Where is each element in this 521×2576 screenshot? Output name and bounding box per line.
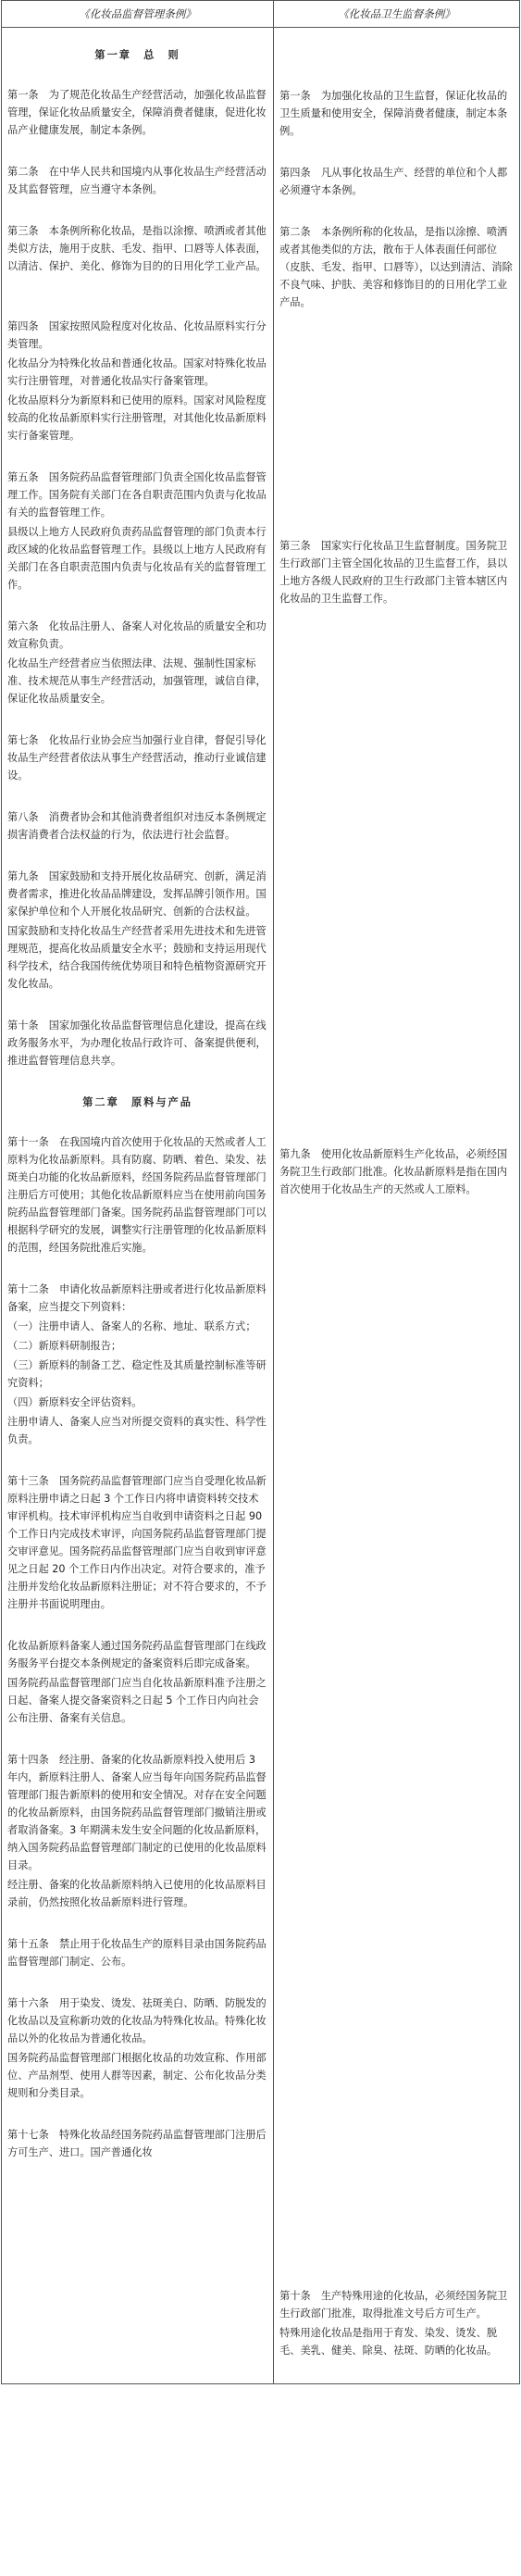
old-article-1: 第一条 为加强化妆品的卫生监督，保证化妆品的卫生质量和使用安全，保障消费者健康，制定本条例。: [279, 90, 508, 137]
header-row: [2, 1, 520, 28]
article-14-para-1: 第十四条 经注册、备案的化妆品新原料投入使用后 3 年内，新原料注册人、备案人应当每年向国务院药品监督管理部门报告新原料的使用和安全情况。对存在安全问题的化妆品新原料，由国务院药品监督管理部门撤销注册或者取消备案。3 年期满未发生安全问题的化妆品新原料，纳入国务院药品监督管理部门制定的已使用的化妆品原料目录。: [7, 1754, 267, 1871]
left-column-header: 《化妆品监督管理条例》: [2, 1, 274, 28]
right-column: [274, 28, 520, 2384]
article-5-para-2: 县级以上地方人民政府负责药品监督管理的部门负责本行政区域的化妆品监督管理工作。县级以上地方人民政府有关部门在各自职责范围内负责与化妆品有关的监督管理工作。: [7, 526, 267, 591]
article-12-para-2: 注册申请人、备案人应当对所提交资料的真实性、科学性负责。: [7, 1416, 267, 1445]
article-12-item-3: （三）新原料的制备工艺、稳定性及其质量控制标准等研究资料；: [7, 1359, 267, 1389]
old-article-3: 第三条 国家实行化妆品卫生监督制度。国务院卫生行政部门主管全国化妆品的卫生监督工作，县以上地方各级人民政府的卫生行政部门主管本辖区内化妆品的卫生监督工作。: [279, 540, 508, 605]
article-16-para-1: 第十六条 用于染发、烫发、祛斑美白、防晒、防脱发的化妆品以及宣称新功效的化妆品为特殊化妆品。特殊化妆品以外的化妆品为普通化妆品。: [7, 1997, 267, 2045]
left-column: [2, 28, 274, 2384]
article-13-para-3: 国务院药品监督管理部门应当自化妆品新原料准予注册之日起、备案人提交备案资料之日起 5 个工作日内向社会公布注册、备案有关信息。: [7, 1677, 267, 1724]
article-9-para-2: 国家鼓励和支持化妆品生产经营者采用先进技术和先进管理规范，提高化妆品质量安全水平；鼓励和支持运用现代科学技术，结合我国传统优势项目和特色植物资源研究开发化妆品。: [7, 925, 267, 990]
chapter-heading: 第一章 总 则: [94, 49, 180, 61]
article-12-para-1: 第十二条 申请化妆品新原料注册或者进行化妆品新原料备案，应当提交下列资料：: [7, 1283, 267, 1313]
article-14-para-2: 经注册、备案的化妆品新原料纳入已使用的化妆品原料目录前，仍然按照化妆品新原料进行管理。: [7, 1879, 267, 1908]
article-8: 第八条 消费者协会和其他消费者组织对违反本条例规定损害消费者合法权益的行为，依法进行社会监督。: [7, 811, 267, 841]
old-article-9: 第九条 使用化妆品新原料生产化妆品，必须经国务院卫生行政部门批准。化妆品新原料是指在国内首次使用于化妆品生产的天然或人工原料。: [279, 1148, 508, 1195]
old-article-2: 第二条 本条例所称的化妆品，是指以涂擦、喷洒或者其他类似的方法，散布于人体表面任何部位（皮肤、毛发、指甲、口唇等），以达到清洁、消除不良气味、护肤、美容和修饰目的的日用化学工业产品。: [279, 226, 513, 308]
chapter-heading: 第二章 原料与产品: [82, 1096, 192, 1108]
article-13-para-2: 化妆品新原料备案人通过国务院药品监督管理部门在线政务服务平台提交本条例规定的备案资料后即完成备案。: [7, 1640, 267, 1669]
article-11: 第十一条 在我国境内首次使用于化妆品的天然或者人工原料为化妆品新原料。具有防腐、防晒、着色、染发、祛斑美白功能的化妆品新原料，经国务院药品监督管理部门注册后方可使用；其他化妆品新原料应当在使用前向国务院药品监督管理部门备案。国务院药品监督管理部门可以根据科学研究的发展，调整实行注册管理的化妆品新原料的范围，经国务院批准后实施。: [7, 1136, 267, 1254]
article-4-para-1: 第四条 国家按照风险程度对化妆品、化妆品原料实行分类管理。: [7, 320, 267, 350]
article-2: 第二条 在中华人民共和国境内从事化妆品生产经营活动及其监督管理，应当遵守本条例。: [7, 166, 267, 195]
article-12-item-4: （四）新原料安全评估资料。: [7, 1396, 143, 1408]
article-6-para-1: 第六条 化妆品注册人、备案人对化妆品的质量安全和功效宣称负责。: [7, 620, 267, 650]
old-article-4: 第四条 凡从事化妆品生产、经营的单位和个人都必须遵守本条例。: [279, 167, 508, 196]
article-12-item-1: （一）注册申请人、备案人的名称、地址、联系方式；: [7, 1320, 256, 1332]
article-7: 第七条 化妆品行业协会应当加强行业自律，督促引导化妆品生产经营者依法从事生产经营活动，推动行业诚信建设。: [7, 734, 267, 782]
article-9-para-1: 第九条 国家鼓励和支持开展化妆品研究、创新，满足消费者需求，推进化妆品品牌建设，发挥品牌引领作用。国家保护单位和个人开展化妆品研究、创新的合法权益。: [7, 870, 267, 918]
article-5-para-1: 第五条 国务院药品监督管理部门负责全国化妆品监督管理工作。国务院有关部门在各自职责范围内负责与化妆品有关的监督管理工作。: [7, 471, 267, 519]
article-12-item-2: （二）新原料研制报告；: [7, 1340, 122, 1352]
body-row: [2, 28, 520, 2384]
article-3: 第三条 本条例所称化妆品，是指以涂擦、喷洒或者其他类似方法，施用于皮肤、毛发、指甲、口唇等人体表面，以清洁、保护、美化、修饰为目的的日用化学工业产品。: [7, 225, 267, 272]
article-15: 第十五条 禁止用于化妆品生产的原料目录由国务院药品监督管理部门制定、公布。: [7, 1938, 267, 1968]
article-13-para-1: 第十三条 国务院药品监督管理部门应当自受理化妆品新原料注册申请之日起 3 个工作日内将申请资料转交技术审评机构。技术审评机构应当自收到申请资料之日起 90 个工作日内完成技术审评，向国务院药品监督管理部门提交审评意见。国务院药品监督管理部门应当自收到审评意见之日起 20 个工作日内作出决定。对符合要求的，准予注册并发给化妆品新原料注册证；对不符合要求的，不予注册并书面说明理由。: [7, 1475, 267, 1610]
article-17: 第十七条 特殊化妆品经国务院药品监督管理部门注册后方可生产、进口。国产普通化妆: [7, 2129, 267, 2158]
article-10: 第十条 国家加强化妆品监督管理信息化建设，提高在线政务服务水平，为办理化妆品行政许可、备案提供便利，推进监督管理信息共享。: [7, 1019, 267, 1067]
right-column-header: 《化妆品卫生监督条例》: [274, 1, 520, 28]
article-6-para-2: 化妆品生产经营者应当依照法律、法规、强制性国家标准、技术规范从事生产经营活动，加强管理，诚信自律，保证化妆品质量安全。: [7, 657, 267, 705]
comparison-table: [1, 0, 520, 2384]
old-article-10-para-2: 特殊用途化妆品是指用于育发、染发、烫发、脱毛、美乳、健美、除臭、祛斑、防晒的化妆品。: [279, 2327, 498, 2357]
article-1: 第一条 为了规范化妆品生产经营活动，加强化妆品监督管理，保证化妆品质量安全，保障消费者健康，促进化妆品产业健康发展，制定本条例。: [7, 89, 267, 136]
article-4-para-3: 化妆品原料分为新原料和已使用的原料。国家对风险程度较高的化妆品新原料实行注册管理，对其他化妆品新原料实行备案管理。: [7, 394, 267, 442]
article-4-para-2: 化妆品分为特殊化妆品和普通化妆品。国家对特殊化妆品实行注册管理，对普通化妆品实行备案管理。: [7, 357, 267, 387]
article-16-para-2: 国务院药品监督管理部门根据化妆品的功效宣称、作用部位、产品剂型、使用人群等因素，制定、公布化妆品分类规则和分类目录。: [7, 2052, 267, 2099]
old-article-10-para-1: 第十条 生产特殊用途的化妆品，必须经国务院卫生行政部门批准，取得批准文号后方可生产。: [279, 2290, 508, 2320]
